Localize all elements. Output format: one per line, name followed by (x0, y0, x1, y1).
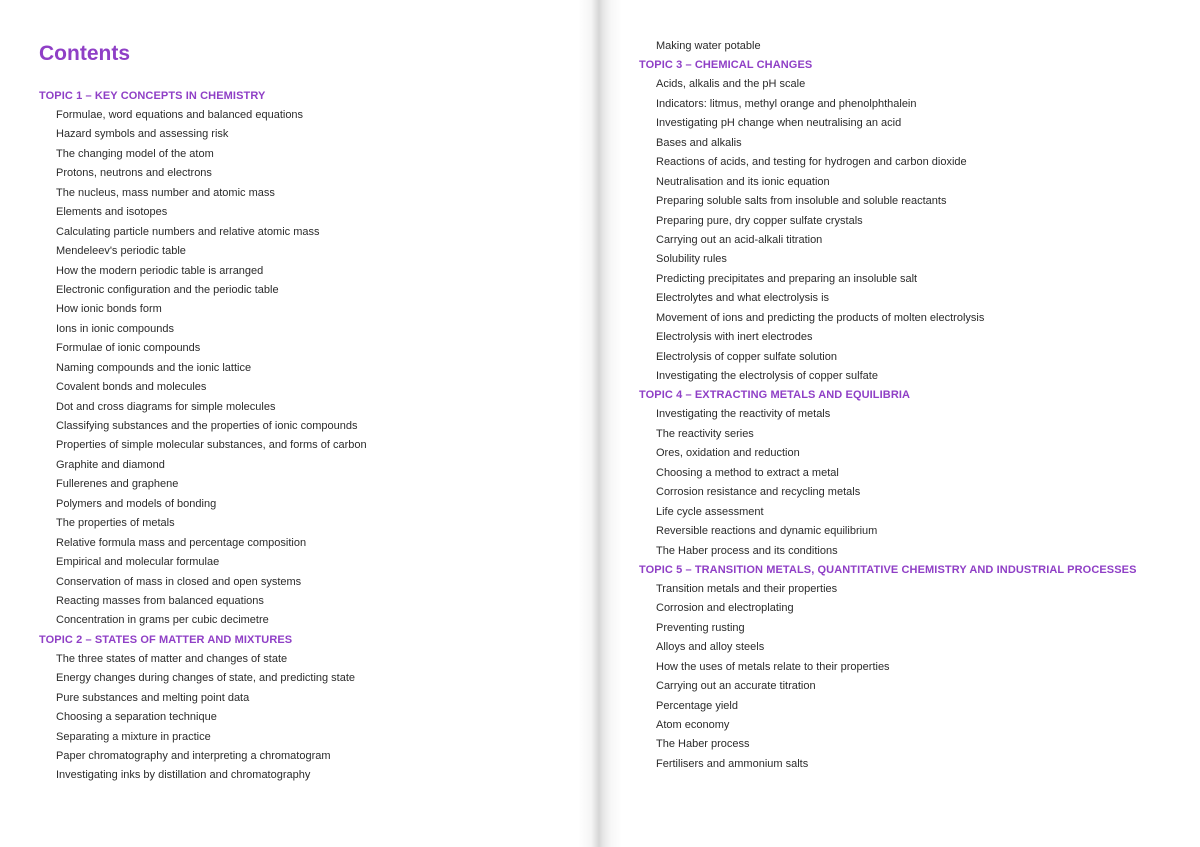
topic-heading: TOPIC 5 – TRANSITION METALS, QUANTITATIVE CHEMISTRY AND INDUSTRIAL PROCESSES (639, 563, 1137, 576)
toc-entry[interactable]: Fullerenes and graphene (56, 478, 179, 491)
topic-block (639, 386, 1137, 561)
toc-entry[interactable]: How the modern periodic table is arranged (56, 264, 264, 277)
toc-entry[interactable]: Investigating pH change when neutralising an acid (656, 117, 902, 130)
toc-entry[interactable]: The reactivity series (656, 427, 754, 440)
toc-entry[interactable]: Investigating inks by distillation and chromatography (56, 769, 311, 782)
toc-entry[interactable]: Electrolysis of copper sulfate solution (656, 350, 837, 363)
toc-entry[interactable]: Elements and isotopes (56, 206, 168, 219)
left-page (0, 0, 598, 847)
toc-entry[interactable]: Concentration in grams per cubic decimetre (56, 614, 269, 627)
toc-entry[interactable]: Indicators: litmus, methyl orange and phenolphthalein (656, 97, 917, 110)
toc-entry[interactable]: Empirical and molecular formulae (56, 556, 220, 569)
toc-entry[interactable]: Preparing soluble salts from insoluble and soluble reactants (656, 195, 947, 208)
toc-entry[interactable]: Electrolytes and what electrolysis is (656, 292, 830, 305)
toc-entry[interactable]: Solubility rules (656, 253, 727, 266)
toc-entry[interactable]: Making water potable (656, 40, 761, 52)
toc-entry[interactable]: The nucleus, mass number and atomic mass (56, 186, 275, 199)
contents-title: Contents (39, 42, 130, 65)
toc-entry[interactable]: Reversible reactions and dynamic equilibrium (656, 525, 878, 538)
toc-entry[interactable]: Atom economy (656, 719, 730, 731)
toc-entry[interactable]: The Haber process and its conditions (656, 544, 838, 557)
toc-entry[interactable]: Separating a mixture in practice (56, 730, 211, 743)
toc-entry[interactable]: Choosing a separation technique (56, 711, 217, 724)
toc-entry[interactable]: Percentage yield (656, 699, 738, 712)
toc-entry[interactable]: Protons, neutrons and electrons (56, 167, 212, 180)
toc-entry[interactable]: Polymers and models of bonding (56, 497, 217, 510)
toc-entry[interactable]: Calculating particle numbers and relative atomic mass (56, 225, 320, 238)
toc-entry[interactable]: Corrosion and electroplating (656, 602, 794, 615)
toc-entry[interactable]: Naming compounds and the ionic lattice (56, 361, 252, 374)
toc-entry[interactable]: The properties of metals (56, 517, 175, 530)
topic-block (39, 87, 367, 631)
topic-heading: TOPIC 2 – STATES OF MATTER AND MIXTURES (39, 633, 293, 646)
toc-entry[interactable]: Ions in ionic compounds (56, 322, 175, 335)
toc-entry[interactable]: Graphite and diamond (56, 458, 165, 471)
topic-heading: TOPIC 4 – EXTRACTING METALS AND EQUILIBRIA (639, 389, 911, 402)
toc-entry[interactable]: Predicting precipitates and preparing an insoluble salt (656, 272, 918, 285)
toc-entry[interactable]: How ionic bonds form (56, 303, 162, 316)
toc-entry[interactable]: Carrying out an accurate titration (656, 680, 816, 693)
toc-entry[interactable]: Fertilisers and ammonium salts (656, 757, 809, 770)
left-toc (39, 87, 367, 786)
toc-entry[interactable]: Investigating the reactivity of metals (656, 408, 831, 421)
topic-heading: TOPIC 1 – KEY CONCEPTS IN CHEMISTRY (39, 90, 266, 102)
toc-entry[interactable]: Electronic configuration and the periodic table (56, 283, 279, 296)
toc-entry[interactable]: Bases and alkalis (656, 136, 742, 149)
topic-block (639, 561, 1137, 774)
topic-block (639, 37, 1137, 56)
toc-entry[interactable]: Pure substances and melting point data (56, 691, 250, 704)
toc-entry[interactable]: Choosing a method to extract a metal (656, 466, 839, 479)
toc-entry[interactable]: Relative formula mass and percentage composition (56, 536, 307, 549)
toc-entry[interactable]: Acids, alkalis and the pH scale (656, 78, 806, 91)
toc-entry[interactable]: Life cycle assessment (656, 505, 764, 518)
toc-entry[interactable]: Formulae, word equations and balanced equations (56, 109, 304, 121)
toc-entry[interactable]: Energy changes during changes of state, and predicting state (56, 672, 356, 685)
toc-entry[interactable]: Carrying out an acid-alkali titration (656, 233, 823, 246)
toc-entry[interactable]: Alloys and alloy steels (656, 641, 765, 654)
toc-entry[interactable]: How the uses of metals relate to their properties (656, 660, 890, 673)
toc-entry[interactable]: Hazard symbols and assessing risk (56, 128, 229, 141)
topic-block (639, 56, 1137, 386)
toc-entry[interactable]: Preparing pure, dry copper sulfate crystals (656, 214, 863, 227)
toc-entry[interactable]: Ores, oxidation and reduction (656, 447, 800, 460)
topic-heading: TOPIC 3 – CHEMICAL CHANGES (639, 59, 813, 72)
toc-entry[interactable]: Reactions of acids, and testing for hydrogen and carbon dioxide (656, 156, 967, 169)
toc-entry[interactable]: Movement of ions and predicting the products of molten electrolysis (656, 311, 985, 324)
toc-entry[interactable]: Corrosion resistance and recycling metals (656, 486, 861, 499)
toc-entry[interactable]: Paper chromatography and interpreting a chromatogram (56, 750, 331, 762)
toc-entry[interactable]: Covalent bonds and molecules (56, 381, 207, 394)
toc-entry[interactable]: Reacting masses from balanced equations (56, 594, 264, 607)
toc-entry[interactable]: The Haber process (656, 738, 750, 751)
toc-entry[interactable]: Investigating the electrolysis of copper sulfate (656, 370, 878, 382)
toc-entry[interactable]: Preventing rusting (656, 621, 745, 634)
toc-entry[interactable]: Neutralisation and its ionic equation (656, 175, 830, 188)
toc-entry[interactable]: Classifying substances and the properties of ionic compounds (56, 420, 358, 432)
toc-entry[interactable]: Conservation of mass in closed and open systems (56, 575, 302, 588)
right-page (598, 0, 1200, 847)
toc-entry[interactable]: Properties of simple molecular substances, and forms of carbon (56, 439, 367, 452)
right-toc (639, 37, 1137, 774)
toc-entry[interactable]: Formulae of ionic compounds (56, 342, 201, 355)
toc-entry[interactable]: The changing model of the atom (56, 147, 214, 160)
topic-block (39, 631, 367, 786)
toc-entry[interactable]: Electrolysis with inert electrodes (656, 331, 813, 344)
toc-entry[interactable]: The three states of matter and changes of state (56, 652, 288, 665)
toc-entry[interactable]: Mendeleev's periodic table (56, 245, 186, 258)
toc-entry[interactable]: Transition metals and their properties (656, 582, 838, 595)
toc-entry[interactable]: Dot and cross diagrams for simple molecules (56, 400, 276, 413)
